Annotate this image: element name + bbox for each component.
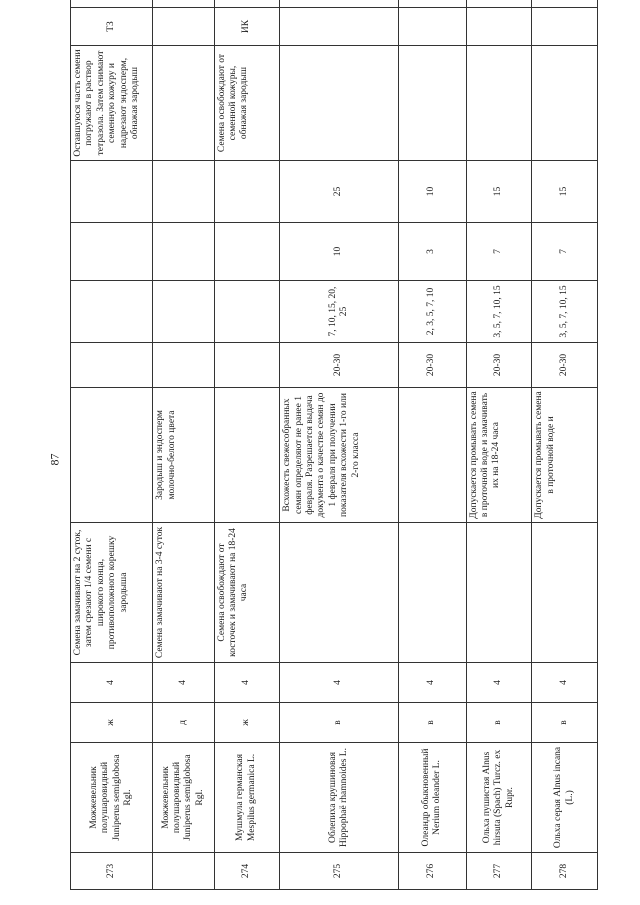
table-cell-c6: Допускается промывать семена в проточной воде и замачивать их на 18-24 часа [466,388,532,523]
table-cell-c4: 4 [214,663,280,703]
table-cell-species: Ольха пушистая Alnus hirsuta (Spach) Turcz. ex Rupr. [466,743,532,853]
table-cell-c6 [71,388,153,523]
table-cell-c6 [214,388,280,523]
table-cell-c13 [466,0,532,8]
table-cell-c4: 4 [153,663,214,703]
table-row [71,0,153,890]
table-cell-c3: ж [214,703,280,743]
table-cell-c4: 4 [398,663,466,703]
table-cell-c12 [398,8,466,46]
table-cell-c9: 3 [398,223,466,281]
table-cell-c7 [214,343,280,388]
table-cell-c9: 7 [466,223,532,281]
table-cell-c3: в [398,703,466,743]
table-cell-c7: 20-30 [532,343,598,388]
table-cell-c8: 2, 3, 5, 7, 10 [398,281,466,343]
table-cell-c12 [153,8,214,46]
table-cell-c5 [466,523,532,663]
table-cell-c4: 4 [280,663,398,703]
table-cell-num: 274 [214,853,280,890]
table-cell-c10: 15 [532,161,598,223]
table-cell-c9: 7 [532,223,598,281]
table-cell-c13 [280,0,398,8]
table-cell-c13 [532,0,598,8]
table-cell-c10 [214,161,280,223]
table-cell-c8: 3, 5, 7, 10, 15 [532,281,598,343]
seed-testing-table [70,0,598,890]
table-cell-c3: в [466,703,532,743]
table-cell-c12 [280,8,398,46]
table-cell-c13 [398,0,466,8]
table-cell-c9 [153,223,214,281]
table-cell-species: Олеандр обыкновенный Nerium oleander L. [398,743,466,853]
table-cell-c6: Всхожесть свежесобранных семян определяют не ранее 1 февраля. Разрешается выдача документа о качестве семян до 1 февраля при получении показателя всхожести 1-го или 2-го класса [280,388,398,523]
table-cell-c4: 4 [466,663,532,703]
table-cell-c11: Оставшуюся часть семени погружают в раствор тетразола. Затем снимают семенную кожуру и надрезают эндосперм, обнажая зародыш [71,46,153,161]
rotated-table-container [70,19,598,890]
table-cell-c11: Семена освобождают от семенной кожуры, обнажая зародыш [214,46,280,161]
table-cell-c4: 4 [71,663,153,703]
page-number: 87 [47,453,62,466]
table-row [398,0,466,890]
table-cell-num: 276 [398,853,466,890]
table-cell-c13 [214,0,280,8]
table-cell-c11 [398,46,466,161]
table-cell-c8: 3, 5, 7, 10, 15 [466,281,532,343]
table-cell-c7: 20-30 [398,343,466,388]
table-cell-num: 278 [532,853,598,890]
table-cell-c11 [153,46,214,161]
table-cell-c6: Допускается промывать семена в проточной воде и [532,388,598,523]
table-cell-c3: ж [71,703,153,743]
table-cell-c9 [214,223,280,281]
table-cell-c9: 10 [280,223,398,281]
table-cell-species: Можжевельник полушаровидный Juniperus semiglobosa Rgl. [71,743,153,853]
table-cell-c8 [71,281,153,343]
table-row [214,0,280,890]
table-cell-c5 [280,523,398,663]
table-cell-c8 [153,281,214,343]
table-cell-c7 [153,343,214,388]
table-cell-c12: ТЗ [71,8,153,46]
table-row [532,0,598,890]
table-cell-c10 [153,161,214,223]
table-cell-c6: Зародыш и эндосперм молочно-белого цвета [153,388,214,523]
table-cell-c10: 15 [466,161,532,223]
table-cell-c5 [398,523,466,663]
table-cell-num [153,853,214,890]
table-cell-c11 [532,46,598,161]
table-row [153,0,214,890]
table-cell-c10 [71,161,153,223]
table-cell-c11 [466,46,532,161]
table-cell-species: Облепиха крушиновая Hippophaё rhamnoides L. [280,743,398,853]
table-row [466,0,532,890]
table-cell-c10: 10 [398,161,466,223]
table-cell-c3: в [532,703,598,743]
table-cell-species: Ольха серая Alnus incana (L.) [532,743,598,853]
table-cell-c7: 20-30 [466,343,532,388]
table-cell-c12 [532,8,598,46]
table-cell-c3: в [280,703,398,743]
table-row [280,0,398,890]
table-cell-c9 [71,223,153,281]
table-cell-species: Можжевельник полушаровидный Juniperus semiglobosa Rgl. [153,743,214,853]
table-cell-num: 273 [71,853,153,890]
table-cell-c10: 25 [280,161,398,223]
table-cell-c4: 4 [532,663,598,703]
table-cell-c11 [280,46,398,161]
table-cell-c12: ИК [214,8,280,46]
table-cell-num: 277 [466,853,532,890]
table-cell-c5: Семена замачивают на 3-4 суток [153,523,214,663]
table-cell-c8 [214,281,280,343]
table-cell-c5: Семена освобождают от косточек и замачивают на 18-24 часа [214,523,280,663]
table-cell-c7: 20-30 [280,343,398,388]
table-cell-species: Мушмула германская Mespilus germanica L. [214,743,280,853]
table-cell-c6 [398,388,466,523]
table-cell-num: 275 [280,853,398,890]
table-cell-c5 [532,523,598,663]
table-cell-c12 [466,8,532,46]
table-cell-c8: 7, 10, 15, 20, 25 [280,281,398,343]
table-cell-c3: д [153,703,214,743]
table-cell-c13 [153,0,214,8]
table-cell-c13 [71,0,153,8]
table-cell-c5: Семена замачивают на 2 суток, затем срезают 1/4 семени с широкого конца, противоположного корешку зародыша [71,523,153,663]
table-cell-c7 [71,343,153,388]
